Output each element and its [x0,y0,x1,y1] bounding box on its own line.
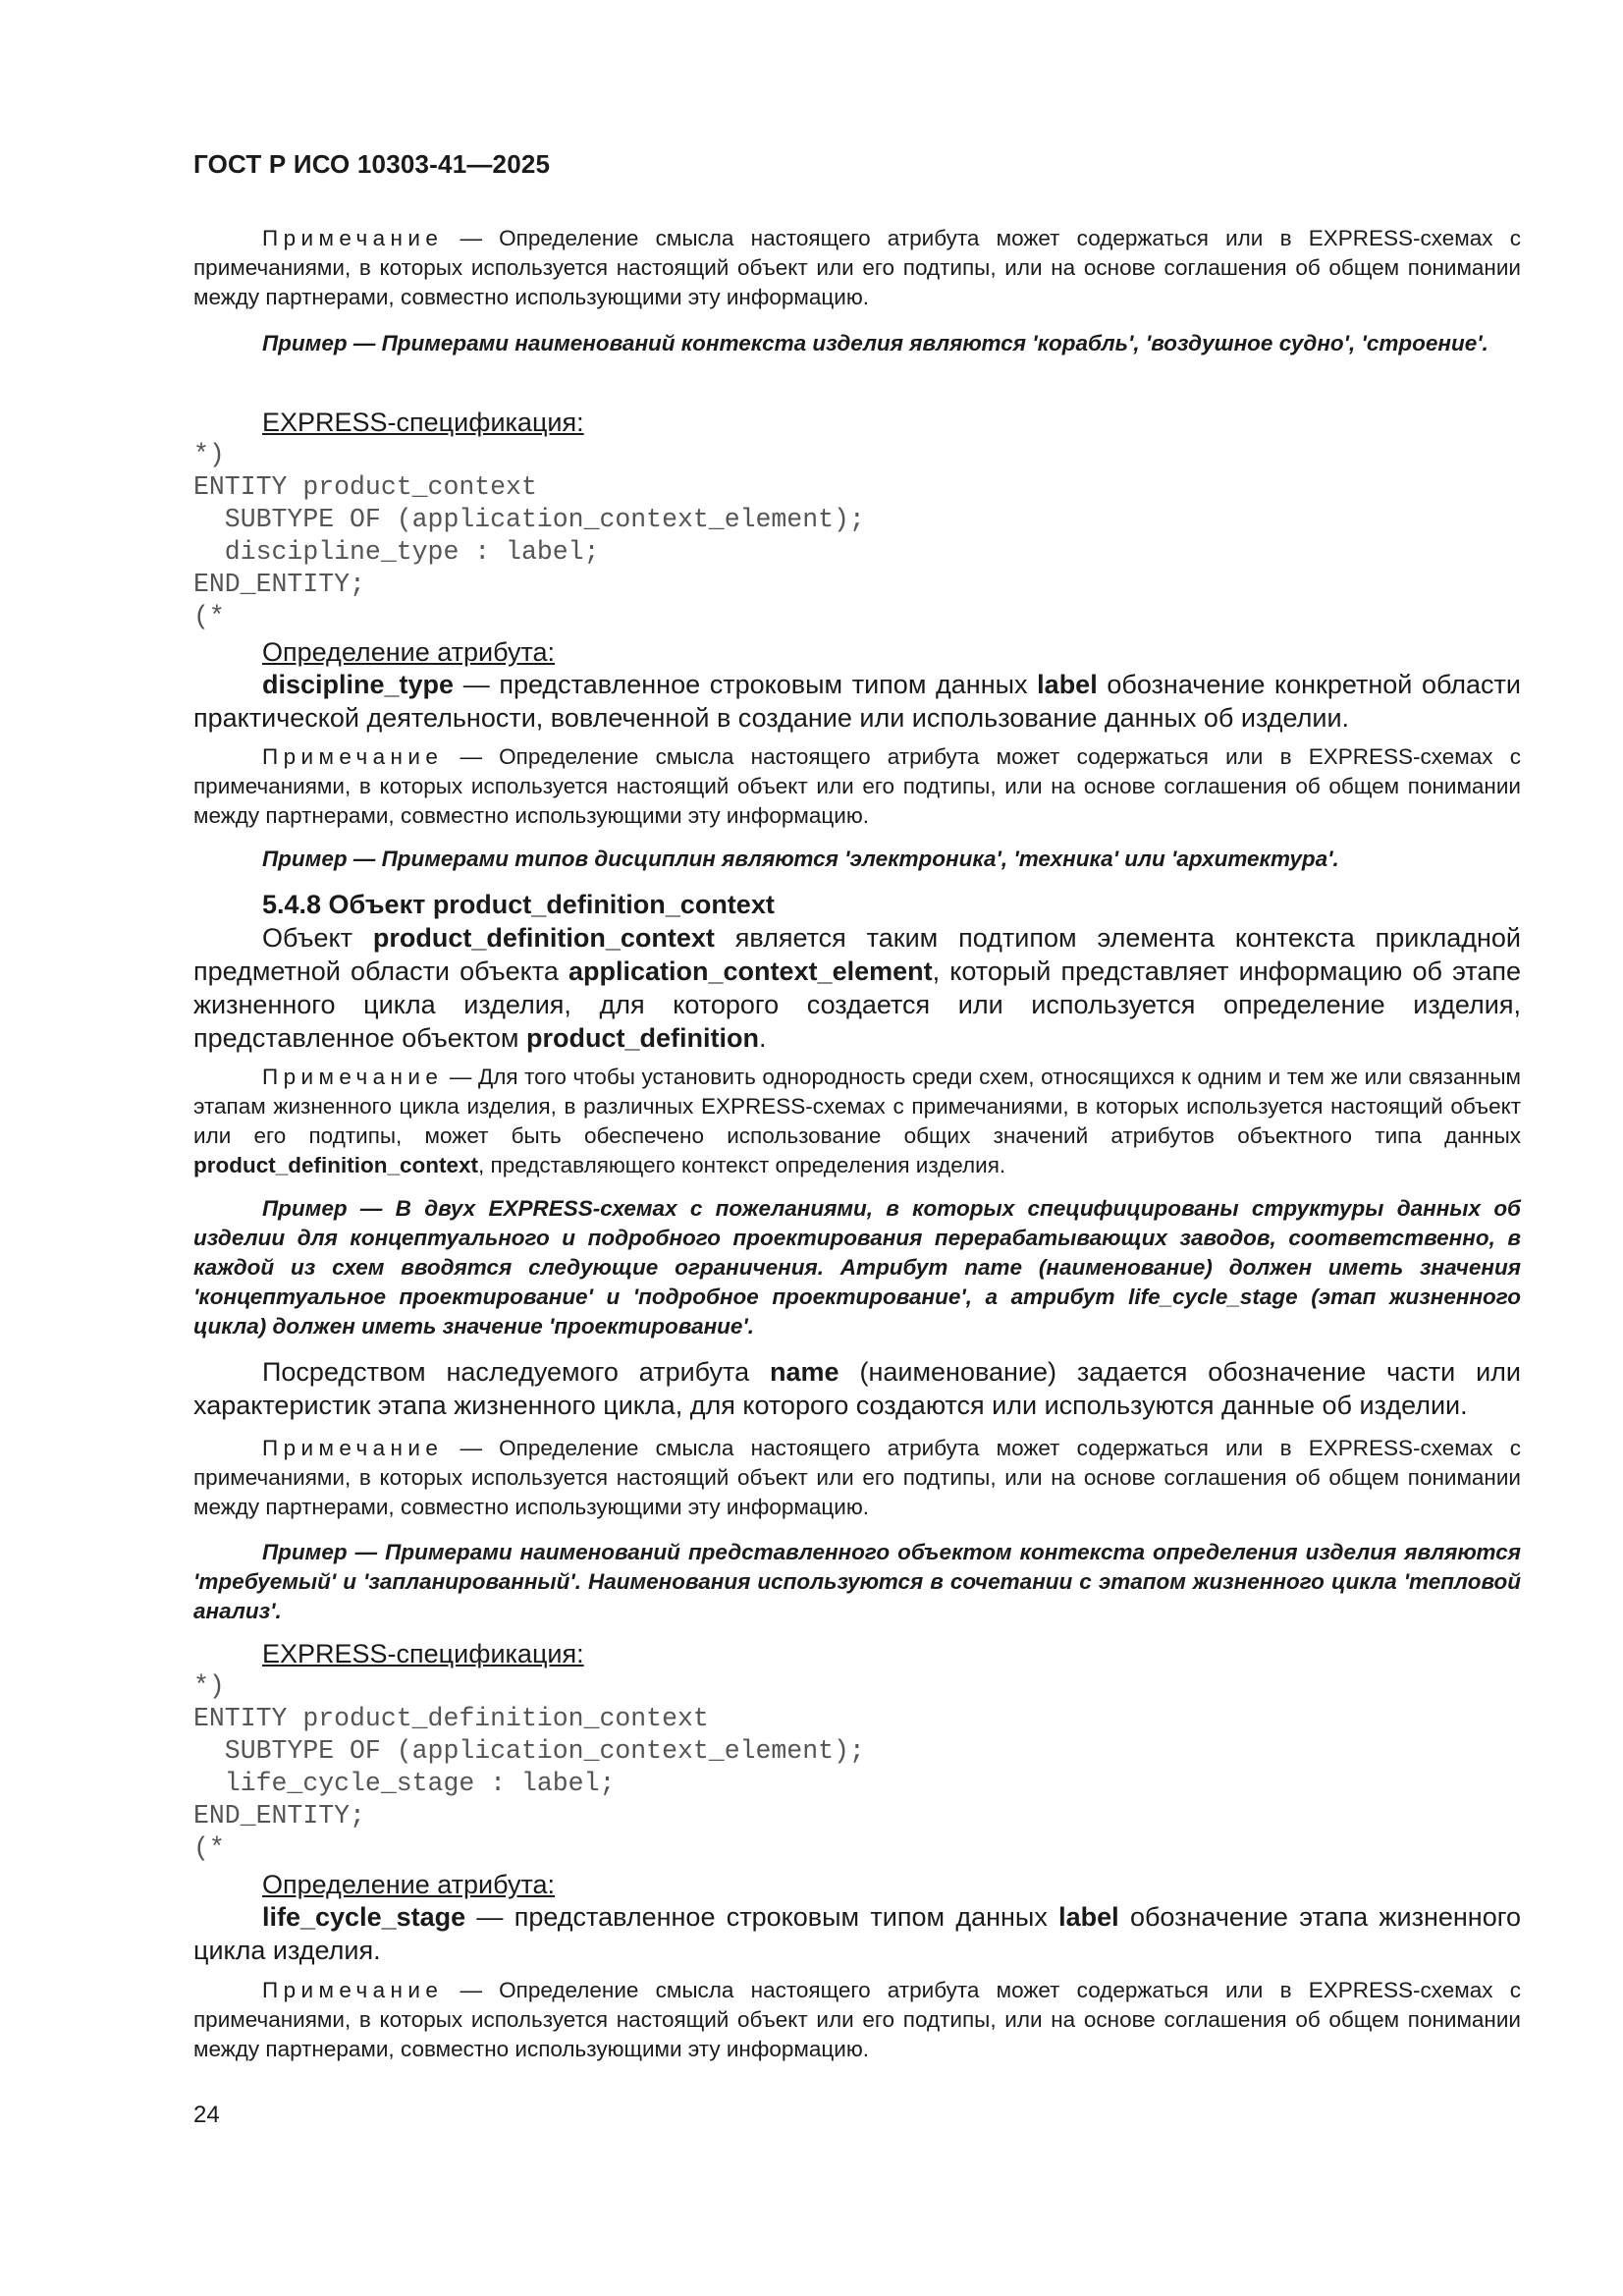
attribute-type: label [1037,670,1098,699]
example-text: Пример — Примерами наименований контекста изделия являются 'корабль', 'воздушное судно', 'строение'. [262,331,1488,355]
note-paragraph: Примечание — Определение смысла настоящего атрибута может содержаться или в EXPRESS-схемах с примечаниями, в которых используется настоящий объект или его подтипы, или на основе соглашения об общем понимании между партнерами, совместно использующими эту информацию. [193,1436,1521,1519]
example-paragraph [193,329,1521,358]
example-paragraph [193,1194,1521,1341]
attribute-name: name [770,1357,839,1387]
entity-name: product_definition_context [372,923,715,953]
example-text: Пример — Примерами наименований представленного объектом контекста определения изделия являются 'требуемый' и 'запланированный'. Наименования используются в сочетании с этапом жизненного цикла 'тепловой анализ'. [193,1540,1521,1623]
section-paragraph: Объект product_definition_context является таким подтипом элемента контекста прикладной предметной области объекта application_context_element, который представляет информацию об этапе жизненного цикла изделия, для которого создается или используется определение изделия, представленное объектом product_definition. [193,923,1521,1053]
entity-name: application_context_element [568,957,933,986]
note-paragraph: Примечание — Для того чтобы установить однородность среди схем, относящихся к одним и тем же или связанным этапам жизненного цикла изделия, в различных EXPRESS-схемах с примечаниями, в которых используется настоящий объект или его подтипы, может быть обеспечено использование общих значений атрибутов объектного типа данных product_definition_context, представляющего контекст определения изделия. [193,1065,1521,1177]
page-header: ГОСТ Р ИСО 10303-41—2025 [193,149,551,179]
note-label: Примечание [262,226,444,250]
note-text: Определение смысла настоящего атрибута может содержаться или в EXPRESS-схемах с примечаниями, в которых используется настоящий объект или его подтипы, или на основе соглашения об общем понимании между партнерами, совместно использующими эту информацию. [193,744,1521,828]
attribute-name: life_cycle_stage [262,1902,466,1932]
note-text: Определение смысла настоящего атрибута может содержаться или в EXPRESS-схемах с примечаниями, в которых используется настоящий объект или его подтипы, или на основе соглашения об общем понимании между партнерами, совместно использующими эту информацию. [193,1978,1521,2061]
page-number: 24 [193,2102,220,2128]
note-label: Примечание [262,1436,444,1460]
note-paragraph: Примечание — Определение смысла настоящего атрибута может содержаться или в EXPRESS-схемах с примечаниями, в которых используется настоящий объект или его подтипы, или на основе соглашения об общем понимании между партнерами, совместно использующими эту информацию. [193,1978,1521,2061]
note-text: Определение смысла настоящего атрибута может содержаться или в EXPRESS-схемах с примечаниями, в которых используется настоящий объект или его подтипы, или на основе соглашения об общем понимании между партнерами, совместно использующими эту информацию. [193,226,1521,309]
express-spec-label: EXPRESS-спецификация: [262,408,584,437]
attribute-definition-text: life_cycle_stage — представленное строковым типом данных label обозначение этапа жизненного цикла изделия. [193,1902,1521,1965]
body-paragraph: Посредством наследуемого атрибута name (наименование) задается обозначение части или характеристик этапа жизненного цикла, для которого создаются или используются данные об изделии. [193,1357,1521,1420]
note-paragraph: Примечание — Определение смысла настоящего атрибута может содержаться или в EXPRESS-схемах с примечаниями, в которых используется настоящий объект или его подтипы, или на основе соглашения об общем понимании между партнерами, совместно использующими эту информацию. [193,744,1521,828]
attribute-definition-label: Определение атрибута: [262,637,556,667]
section-heading: 5.4.8 Объект product_definition_context [262,890,775,919]
note-text: Определение смысла настоящего атрибута может содержаться или в EXPRESS-схемах с примечаниями, в которых используется настоящий объект или его подтипы, или на основе соглашения об общем понимании между партнерами, совместно использующими эту информацию. [193,1436,1521,1519]
example-paragraph [193,845,1521,874]
note-label: Примечание [262,1978,444,2002]
express-code-block: *) ENTITY product_context SUBTYPE OF (application_context_element); discipline_type : label; END_ENTITY; (* [193,440,865,631]
attribute-definition-text: discipline_type — представленное строковым типом данных label обозначение конкретной области практической деятельности, вовлеченной в создание или использование данных об изделии. [193,670,1521,733]
express-spec-label: EXPRESS-спецификация: [262,1639,584,1668]
entity-name: product_definition [525,1023,759,1053]
attribute-type: label [1058,1902,1119,1932]
example-text: Пример — В двух EXPRESS-схемах с пожеланиями, в которых специфицированы структуры данных об изделии для концептуального и подробного проектирования перерабатывающих заводов, соответственно, в каждой из схем вводятся следующие ограничения. Атрибут name (наименование) должен иметь значения 'концептуальное проектирование' и 'подробное проектирование', а атрибут life_cycle_stage (этап жизненного цикла) должен иметь значение 'проектирование'. [193,1196,1521,1339]
attribute-name: discipline_type [262,670,455,699]
example-paragraph [193,1538,1521,1626]
note-paragraph: Примечание — Определение смысла настоящего атрибута может содержаться или в EXPRESS-схемах с примечаниями, в которых используется настоящий объект или его подтипы, или на основе соглашения об общем понимании между партнерами, совместно использующими эту информацию. [193,226,1521,309]
entity-name: product_definition_context [193,1153,479,1177]
note-label: Примечание [262,1065,444,1089]
express-code-block: *) ENTITY product_definition_context SUBTYPE OF (application_context_element); life_cycle_stage : label; END_ENTITY; (* [193,1671,865,1863]
attribute-definition-label: Определение атрибута: [262,1870,556,1899]
note-label: Примечание [262,744,444,769]
example-text: Пример — Примерами типов дисциплин являются 'электроника', 'техника' или 'архитектура'. [262,847,1339,871]
